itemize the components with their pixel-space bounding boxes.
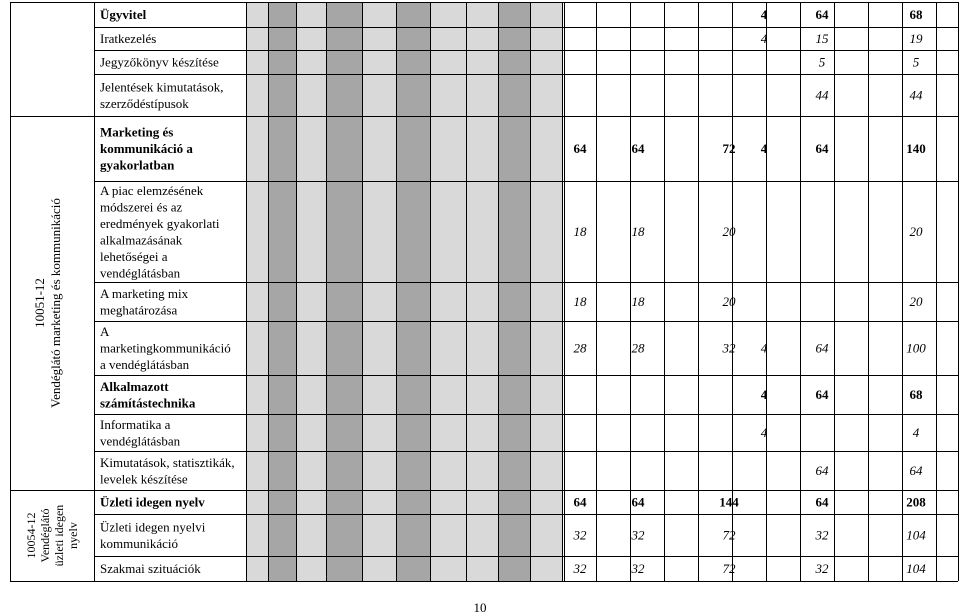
grid-column-shade [430,2,466,581]
row-value: 64 [815,494,829,510]
row-value: 64 [815,463,829,478]
row-value: 32 [815,561,829,576]
row-value: 18 [573,224,587,239]
row-values-cell [562,50,958,74]
row-value: 32 [573,527,587,543]
row-value: 64 [909,463,923,478]
row-label: A piac elemzésének módszerei és az eredmények gyakorlati alkalmazásának lehetőségei a vendéglátásban [100,182,220,281]
row-value: 20 [909,294,923,309]
row-value: 104 [906,527,926,543]
row-value: 72 [722,527,736,543]
row-value: 144 [719,494,739,510]
row-value: 18 [573,294,587,309]
row-values-cell [562,556,958,581]
row-value: 44 [815,87,829,103]
row-value: 32 [631,561,645,576]
row-value: 208 [906,494,926,510]
row-value: 20 [909,224,923,239]
row-label: Iratkezelés [100,31,157,46]
grid-column-shade [498,2,530,581]
row-values-cell [562,490,958,514]
row-value: 100 [906,340,926,356]
row-value: 28 [573,340,587,356]
row-value: 4 [760,7,768,22]
row-values-cell [562,514,958,556]
row-values-cell [562,181,958,282]
row-value: 4 [912,425,920,440]
row-label: A marketing mix meghatározása [100,285,189,318]
row-value: 18 [631,224,645,239]
grid-column-shade [362,2,396,581]
row-label: A marketingkommunikáció a vendéglátásban [100,324,231,372]
row-value: 5 [818,54,826,70]
row-value: 68 [909,387,923,402]
row-label: Marketing és kommunikáció a gyakorlatban [100,124,193,173]
row-value: 4 [760,141,768,156]
grid-column-shade [466,2,498,581]
row-value: 64 [815,340,829,356]
row-label: Jelentések kimutatások, szerződéstípusok [100,79,224,111]
row-value: 32 [722,340,736,356]
row-label: Kimutatások, statisztikák, levelek készítése [100,454,235,487]
row-value: 140 [906,141,926,156]
row-value: 28 [631,340,645,356]
row-value: 64 [815,7,829,22]
row-value: 4 [760,31,768,46]
module-label-language: 10054-12Vendéglátóüzleti idegennyelv [24,504,80,567]
row-label: Szakmai szituációk [100,561,201,576]
row-label: Jegyzőkönyv készítése [100,54,219,70]
row-values-cell [562,282,958,321]
row-values-cell [562,74,958,116]
page-number: 10 [473,600,487,615]
row-value: 68 [909,7,923,22]
row-value: 32 [573,561,587,576]
grid-column-shade [396,2,430,581]
row-value: 104 [906,561,926,576]
row-value: 64 [573,141,587,156]
row-value: 64 [631,494,645,510]
row-value: 4 [760,387,768,402]
row-value: 15 [815,31,829,46]
grid-column-shade [326,2,362,581]
row-label: Alkalmazott számítástechnika [100,378,196,411]
row-label: Üzleti idegen nyelv [100,494,205,510]
row-value: 20 [722,294,736,309]
row-value: 44 [909,87,923,103]
row-value: 64 [815,141,829,156]
row-label: Üzleti idegen nyelvi kommunikáció [100,519,206,551]
row-value: 4 [760,425,768,440]
row-value: 72 [722,141,736,156]
row-value: 64 [573,494,587,510]
row-value: 64 [815,387,829,402]
row-value: 64 [631,141,645,156]
row-value: 32 [631,527,645,543]
row-value: 20 [722,224,736,239]
row-value: 32 [815,527,829,543]
row-value: 4 [760,340,768,356]
row-label: Informatika a vendéglátásban [100,416,181,449]
row-value: 19 [909,31,923,46]
grid-column-shade [296,2,326,581]
row-value: 18 [631,294,645,309]
grid-column-shade [530,2,564,581]
grid-column-shade [246,2,268,581]
row-label: Ügyvitel [100,7,147,22]
grid-column-shade [268,2,296,581]
module-label-marketing: 10051-12Vendéglátó marketing és kommunikáció [32,198,63,408]
row-values-cell [562,451,958,490]
row-value: 72 [722,561,736,576]
row-value: 5 [912,54,920,70]
